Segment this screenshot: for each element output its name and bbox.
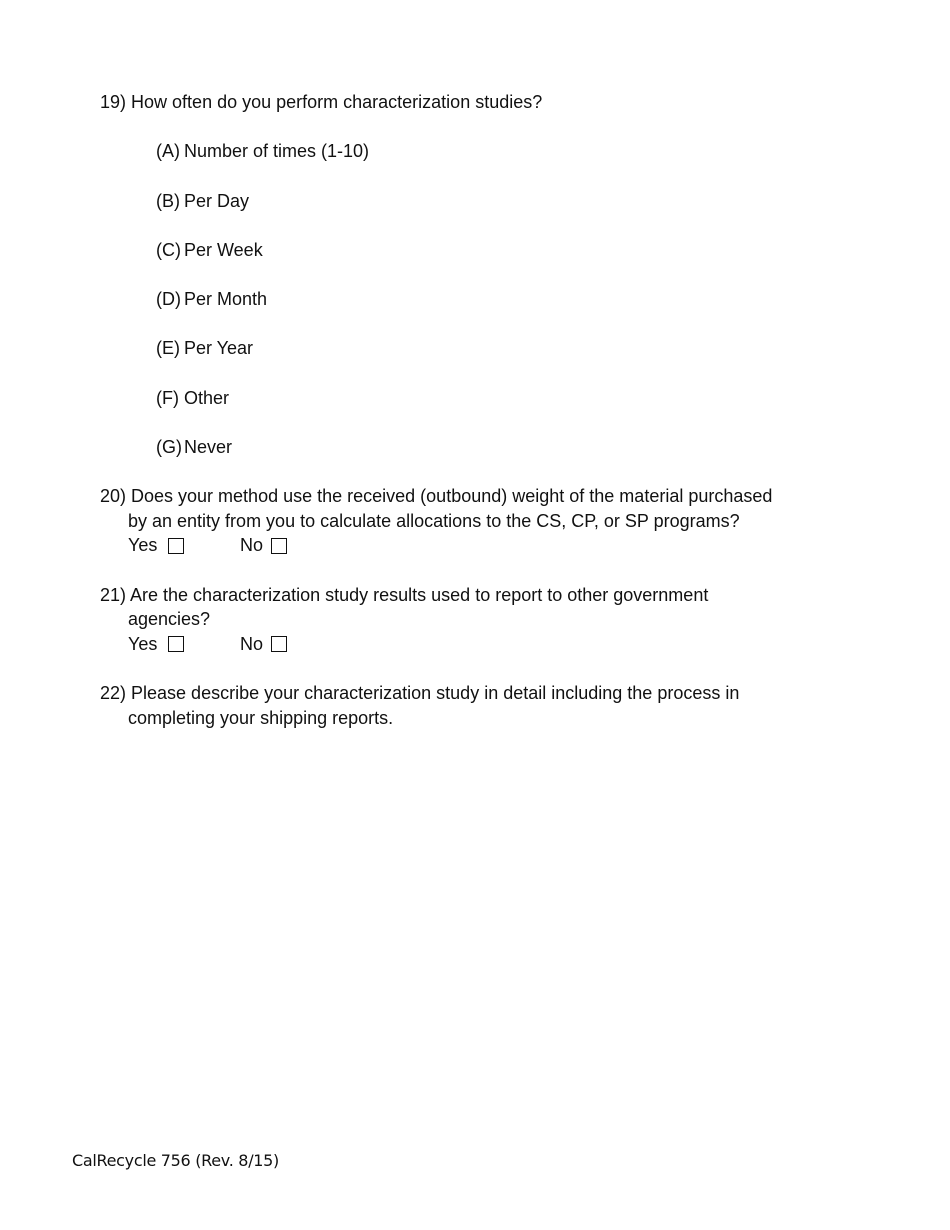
q19-option-d	[156, 287, 267, 312]
option-letter: (A)	[156, 141, 180, 161]
option-letter: (D)	[156, 289, 181, 309]
q21-no-label: No	[240, 634, 264, 654]
form-footer-id: CalRecycle 756 (Rev. 8/15)	[72, 1151, 279, 1170]
q21-no-checkbox[interactable]	[271, 636, 287, 652]
option-letter: (E)	[156, 338, 180, 358]
question-22-line-2: completing your shipping reports.	[128, 708, 394, 728]
q19-option-a	[156, 139, 369, 164]
q19-option-e	[156, 336, 253, 361]
q21-yes-checkbox[interactable]	[168, 636, 184, 652]
q19-option-c	[156, 238, 263, 263]
q20-yes-label: Yes	[128, 535, 158, 555]
option-letter: (F)	[156, 388, 179, 408]
option-letter: (G)	[156, 437, 182, 457]
q21-yes-label: Yes	[128, 634, 158, 654]
option-letter: (B)	[156, 191, 180, 211]
question-19	[100, 90, 542, 115]
option-label: Other	[184, 388, 230, 408]
question-20-line-1: 20) Does your method use the received (outbound) weight of the material purchased	[100, 486, 773, 506]
q19-option-b	[156, 189, 249, 214]
option-label: Per Month	[184, 289, 268, 309]
option-label: Per Day	[184, 191, 250, 211]
question-19-number: 19)	[100, 92, 127, 112]
question-19-text: How often do you perform characterization studies?	[131, 92, 543, 112]
option-label: Per Week	[184, 240, 263, 260]
question-20-line-2: by an entity from you to calculate allocations to the CS, CP, or SP programs?	[128, 511, 740, 531]
q20-no-checkbox[interactable]	[271, 538, 287, 554]
option-letter: (C)	[156, 240, 181, 260]
question-21-line-1: 21) Are the characterization study results used to report to other government	[100, 585, 709, 605]
option-label: Number of times (1-10)	[184, 141, 370, 161]
q19-option-g	[156, 435, 232, 460]
option-label: Never	[184, 437, 233, 457]
option-label: Per Year	[184, 338, 254, 358]
q19-option-f	[156, 386, 229, 411]
q20-no-label: No	[240, 535, 264, 555]
q20-yes-checkbox[interactable]	[168, 538, 184, 554]
question-21-line-2: agencies?	[128, 609, 211, 629]
question-22-line-1: 22) Please describe your characterization study in detail including the process in	[100, 683, 740, 703]
